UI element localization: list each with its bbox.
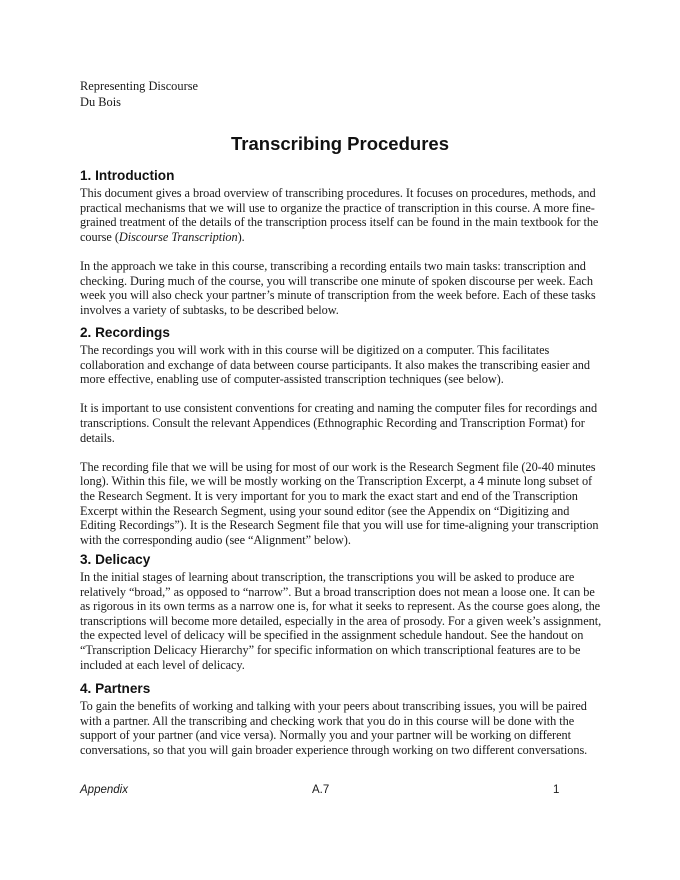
book-title: Discourse Transcription bbox=[118, 229, 238, 244]
document-header bbox=[80, 79, 198, 110]
paragraph-text: ). bbox=[237, 229, 245, 244]
document-title: Transcribing Procedures bbox=[231, 133, 449, 154]
paragraph: It is important to use consistent conventions for creating and naming the computer files for recordings and transcriptions. Consult the relevant Appendices (Ethnographic Recording and Transcription Format) for details. bbox=[80, 401, 598, 445]
course-name: Representing Discourse bbox=[80, 79, 199, 93]
paragraph: The recording file that we will be using for most of our work is the Research Segment file (20-40 minutes long). Within this file, we will be mostly working on the Transcription Excerpt, a 4 minute long subset of the Research Segment. It is very important for you to mark the exact start and end of the Transcription Excerpt within the Research Segment, using your sound editor (see the Appendix on “Digitizing and Editing Recordings”). It is the Research Segment file that you will use for time-aligning your transcription with the corresponding audio (see “Alignment” below). bbox=[80, 459, 599, 547]
footer-label: Appendix bbox=[80, 784, 128, 796]
paragraph bbox=[80, 186, 605, 244]
paragraph: To gain the benefits of working and talking with your peers about transcribing issues, you will be paired with a partner. All the transcribing and checking work that you do in this course will be done with the support of your partner (and vice versa). Normally you and your partner will be working on different conversations, so that you will gain broader experience through working on two different conversations. bbox=[80, 699, 588, 757]
section-recordings bbox=[80, 324, 605, 547]
paragraph-text: This document gives a broad overview of transcribing procedures. It focuses on procedures, methods, and practical mechanisms that we will use to organize the practice of transcription in this course. A more fine-grained treatment of the details of the transcription process itself can be found in the main textbook for the course ( bbox=[80, 186, 599, 244]
section-heading: 1. Introduction bbox=[80, 168, 175, 183]
section-heading: 2. Recordings bbox=[80, 325, 170, 340]
section-heading: 4. Partners bbox=[80, 681, 151, 696]
section-partners bbox=[80, 680, 605, 757]
page-number: 1 bbox=[553, 784, 560, 796]
section-heading: 3. Delicacy bbox=[80, 552, 151, 567]
paragraph: In the approach we take in this course, transcribing a recording entails two main tasks: transcription and checking. During much of the course, you will transcribe one minute of spoken discourse per week. Each week you will also check your partner’s minute of transcription from the week before. Each of these tasks involves a variety of subtasks, to be described below. bbox=[80, 258, 596, 317]
section-delicacy bbox=[80, 551, 605, 672]
paragraph: In the initial stages of learning about transcription, the transcriptions you will be asked to produce are relatively “broad,” as opposed to “narrow”. But a broad transcription does not mean a loose one. It can be as rigorous in its own terms as a narrow one is, for what it seeks to represent. As the course goes along, the transcriptions will become more detailed, especially in the area of prosody. For a given week’s assignment, the expected level of delicacy will be specified in the assignment schedule handout. See the handout on “Transcription Delicacy Hierarchy” for specific information on which transcriptional features are to be included at each level of delicacy. bbox=[80, 570, 602, 672]
paragraph: The recordings you will work with in this course will be digitized on a computer. This facilitates collaboration and exchange of data between course participants. It also makes the transcribing easier and more effective, enabling use of computer-assisted transcription techniques (see below). bbox=[80, 343, 590, 387]
footer-section-id: A.7 bbox=[312, 784, 330, 796]
section-introduction bbox=[80, 167, 605, 317]
author-name: Du Bois bbox=[80, 94, 121, 109]
